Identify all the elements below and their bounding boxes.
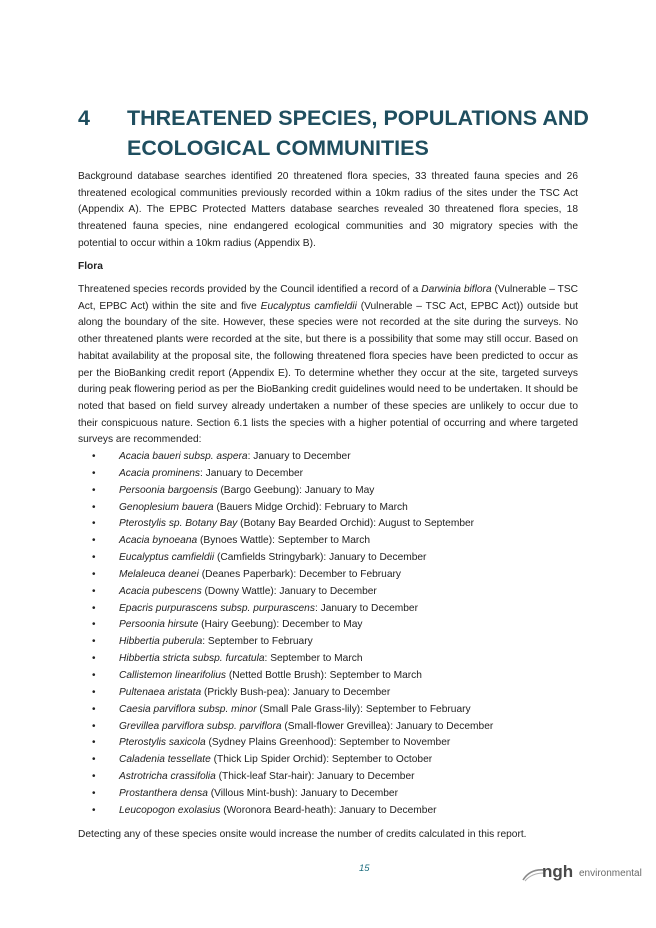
species-details: (Bargo Geebung): January to May <box>217 484 375 496</box>
bullet-icon: • <box>92 804 96 816</box>
species-list-item <box>78 719 578 736</box>
species-entry <box>119 617 363 634</box>
species-details: (Prickly Bush-pea): January to December <box>201 686 391 698</box>
species-details: (Small-flower Grevillea): January to December <box>281 720 494 732</box>
section-number: 4 <box>78 106 90 130</box>
species-scientific-name: Genoplesium bauera <box>119 501 214 513</box>
logo-brand: ngh <box>542 862 574 881</box>
closing-paragraph: Detecting any of these species onsite would increase the number of credits calculated in this report. <box>78 829 527 840</box>
species-entry <box>119 584 377 601</box>
species-entry <box>119 516 474 533</box>
species-name-darwinia: Darwinia biflora <box>421 284 492 295</box>
bullet-icon: • <box>92 585 96 597</box>
logo-tagline: environmental <box>579 868 642 879</box>
species-entry <box>119 719 493 736</box>
species-scientific-name: Prostanthera densa <box>119 787 208 799</box>
species-list-item <box>78 786 578 803</box>
species-details: (Camfields Stringybark): January to December <box>214 552 427 564</box>
species-list-item <box>78 735 578 752</box>
bullet-icon: • <box>92 484 96 496</box>
species-list-item <box>78 617 578 634</box>
bullet-icon: • <box>92 602 96 614</box>
species-list-item <box>78 651 578 668</box>
species-entry <box>119 483 374 500</box>
species-details: (Sydney Plains Greenhood): September to November <box>205 737 451 749</box>
species-scientific-name: Persoonia bargoensis <box>119 484 218 496</box>
species-entry <box>119 803 437 820</box>
species-scientific-name: Pterostylis sp. Botany Bay <box>119 518 238 530</box>
species-scientific-name: Epacris purpurascens subsp. purpurascens <box>119 602 315 614</box>
bullet-icon: • <box>92 467 96 479</box>
species-entry <box>119 769 415 786</box>
bullet-icon: • <box>92 771 96 783</box>
species-details: (Bynoes Wattle): September to March <box>197 535 371 547</box>
bullet-icon: • <box>92 686 96 698</box>
species-entry <box>119 752 432 769</box>
species-list-item <box>78 769 578 786</box>
species-entry <box>119 651 363 668</box>
species-details: (Woronora Beard-heath): January to December <box>220 804 437 816</box>
species-scientific-name: Acacia pubescens <box>119 585 202 597</box>
species-scientific-name: Pultenaea aristata <box>119 686 202 698</box>
species-details: (Thick Lip Spider Orchid): September to October <box>210 754 433 766</box>
species-details: (Thick-leaf Star-hair): January to December <box>215 771 415 783</box>
species-list-item <box>78 516 578 533</box>
intro-paragraph: Background database searches identified 20 threatened flora species, 33 threated fauna species and 26 threatened ecological communities previously recorded within a 10km radius of the sites under the TSC Act (Appendix A). The EPBC Protected Matters database searches revealed 30 threatened flora species, 18 threatened fauna species, nine endangered ecological communities and 30 migratory species with the potential to occur within a 10km radius (Appendix B). <box>78 171 578 249</box>
species-list-item <box>78 752 578 769</box>
bullet-icon: • <box>92 720 96 732</box>
species-entry <box>119 466 303 483</box>
bullet-icon: • <box>92 568 96 580</box>
flora-text-3: (Vulnerable – TSC Act, EPBC Act)) outside but along the boundary of the site. However, these species were not recorded at the site during the surveys. No other threatened plants were recorded at the site, but there is a possibility that some may still occur. Based on habitat availability at the proposal site, the following threatened flora species have been predicted to occur as per the BioBanking credit report (Appendix E). To determine whether they occur at the site, targeted surveys during peak flowering period as per the BioBanking credit guidelines would need to be undertaken. It should be noted that based on field survey already undertaken a number of these species are unlikely to occur due to their conspicuous nature. Section 6.1 lists the species with a higher potential of occurring and where targeted surveys are recommended: <box>78 300 579 446</box>
species-list-item <box>78 601 578 618</box>
flora-subheading: Flora <box>78 261 103 272</box>
species-entry <box>119 685 390 702</box>
species-list-item <box>78 634 578 651</box>
species-details: : January to December <box>199 467 304 479</box>
species-scientific-name: Grevillea parviflora subsp. parviflora <box>119 720 282 732</box>
species-scientific-name: Acacia baueri subsp. aspera <box>119 451 248 462</box>
bullet-icon: • <box>92 535 96 547</box>
species-scientific-name: Callistemon linearifolius <box>119 669 227 681</box>
bullet-icon: • <box>92 518 96 530</box>
species-details: (Netted Bottle Brush): September to March <box>226 669 422 681</box>
species-scientific-name: Hibbertia stricta subsp. furcatula <box>119 653 265 665</box>
species-list-item <box>78 803 578 820</box>
species-entry <box>119 449 351 466</box>
species-entry <box>119 786 398 803</box>
bullet-icon: • <box>92 669 96 681</box>
species-list-item <box>78 550 578 567</box>
section-title: THREATENED SPECIES, POPULATIONS AND ECOLOGICAL COMMUNITIES <box>127 106 589 160</box>
flora-text-2: (Vulnerable – TSC Act, EPBC Act) within the site and five <box>78 284 578 312</box>
species-list <box>78 449 578 820</box>
species-entry <box>119 550 426 567</box>
species-details: (Deanes Paperbark): December to February <box>198 568 401 580</box>
species-details: : January to December <box>314 602 418 614</box>
species-entry <box>119 702 471 719</box>
species-details: (Villous Mint-bush): January to December <box>207 787 398 799</box>
species-details: (Downy Wattle): January to December <box>201 585 377 597</box>
species-list-item <box>78 533 578 550</box>
species-list-item <box>78 668 578 685</box>
species-list-item <box>78 685 578 702</box>
species-entry <box>119 500 408 517</box>
species-list-item <box>78 584 578 601</box>
species-entry <box>119 567 401 584</box>
bullet-icon: • <box>92 619 96 631</box>
flora-paragraph <box>78 282 578 449</box>
species-list-item <box>78 483 578 500</box>
species-scientific-name: Pterostylis saxicola <box>119 737 206 749</box>
company-logo <box>522 862 642 884</box>
species-list-item <box>78 702 578 719</box>
species-details: : September to February <box>202 636 313 648</box>
species-scientific-name: Caladenia tessellate <box>119 754 211 766</box>
bullet-icon: • <box>92 552 96 564</box>
species-scientific-name: Melaleuca deanei <box>119 568 199 580</box>
flora-text-1: Threatened species records provided by the Council identified a record of a <box>78 284 422 295</box>
species-entry <box>119 634 313 651</box>
page-number: 15 <box>359 863 370 874</box>
species-entry <box>119 533 370 550</box>
species-scientific-name: Caesia parviflora subsp. minor <box>119 703 257 715</box>
bullet-icon: • <box>92 737 96 749</box>
species-scientific-name: Leucopogon exolasius <box>119 804 221 816</box>
species-list-item <box>78 466 578 483</box>
species-details: (Hairy Geebung): December to May <box>198 619 363 631</box>
bullet-icon: • <box>92 653 96 665</box>
species-scientific-name: Acacia bynoeana <box>119 535 198 547</box>
species-entry <box>119 668 422 685</box>
bullet-icon: • <box>92 451 96 462</box>
species-entry <box>119 601 418 618</box>
species-details: (Bauers Midge Orchid): February to March <box>213 501 408 513</box>
bullet-icon: • <box>92 703 96 715</box>
species-scientific-name: Astrotricha crassifolia <box>119 771 216 783</box>
species-scientific-name: Persoonia hirsute <box>119 619 199 631</box>
species-details: (Botany Bay Bearded Orchid): August to September <box>237 518 475 530</box>
species-scientific-name: Hibbertia puberula <box>119 636 203 648</box>
species-details: : September to March <box>264 653 363 665</box>
bullet-icon: • <box>92 636 96 648</box>
species-scientific-name: Eucalyptus camfieldii <box>119 552 215 564</box>
species-entry <box>119 735 450 752</box>
species-details: : January to December <box>247 451 351 462</box>
bullet-icon: • <box>92 501 96 513</box>
species-list-item <box>78 449 578 466</box>
bullet-icon: • <box>92 754 96 766</box>
species-name-eucalyptus: Eucalyptus camfieldii <box>260 300 357 312</box>
bullet-icon: • <box>92 787 96 799</box>
species-list-item <box>78 567 578 584</box>
species-scientific-name: Acacia prominens <box>119 467 200 479</box>
species-details: (Small Pale Grass-lily): September to February <box>256 703 471 715</box>
species-list-item <box>78 500 578 517</box>
